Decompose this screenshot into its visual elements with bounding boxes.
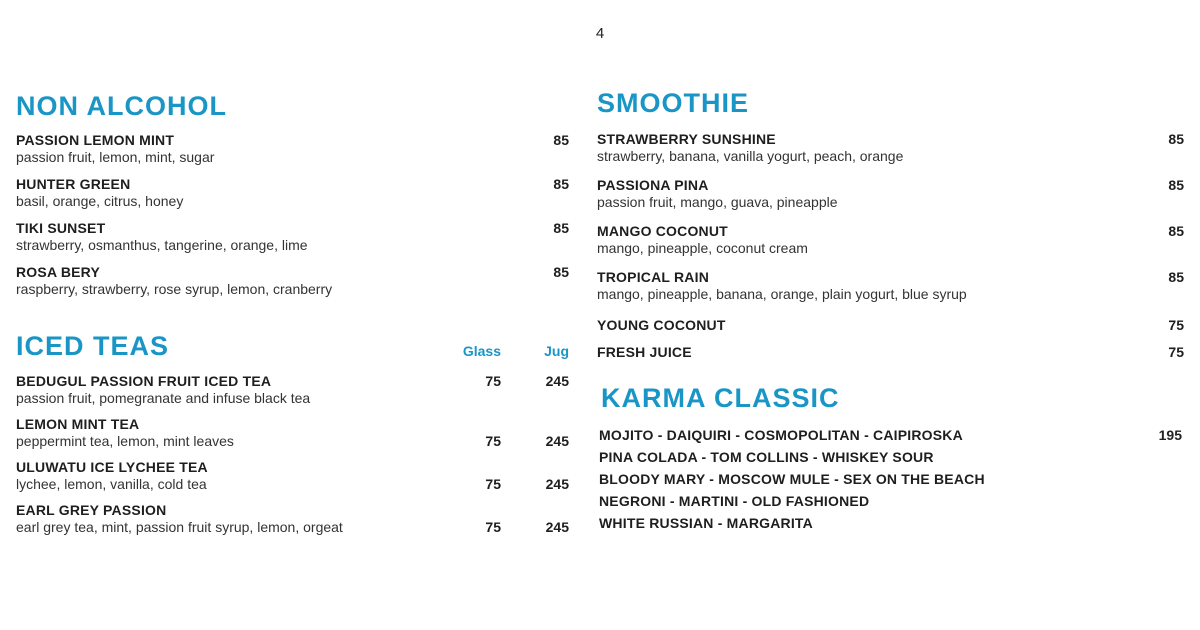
cocktail-line: MOJITO - DAIQUIRI - COSMOPOLITAN - CAIPIROSKA — [599, 427, 963, 443]
menu-item — [16, 132, 570, 166]
cocktail-line: NEGRONI - MARTINI - OLD FASHIONED — [599, 493, 870, 509]
item-name: YOUNG COCONUT — [597, 317, 726, 333]
item-name: ULUWATU ICE LYCHEE TEA — [16, 459, 208, 475]
menu-item — [16, 264, 570, 298]
item-name: TIKI SUNSET — [16, 220, 106, 236]
item-name: BEDUGUL PASSION FRUIT ICED TEA — [16, 373, 272, 389]
menu-item — [16, 373, 570, 407]
item-description: earl grey tea, mint, passion fruit syrup, lemon, orgeat — [16, 519, 343, 535]
menu-item — [597, 131, 1185, 165]
left-column — [16, 90, 570, 536]
item-description: mango, pineapple, banana, orange, plain yogurt, blue syrup — [597, 286, 967, 302]
smoothie-heading: SMOOTHIE — [597, 88, 750, 118]
jug-price: 245 — [545, 433, 569, 449]
item-price: 85 — [1168, 223, 1184, 239]
jug-price: 245 — [545, 519, 569, 535]
karma-classic-heading: KARMA CLASSIC — [601, 383, 840, 413]
cocktail-line: WHITE RUSSIAN - MARGARITA — [599, 515, 813, 531]
item-description: peppermint tea, lemon, mint leaves — [16, 433, 234, 449]
glass-price: 75 — [485, 373, 501, 389]
item-name: FRESH JUICE — [597, 344, 692, 360]
item-name: MANGO COCONUT — [597, 223, 728, 239]
karma-classic-list — [597, 424, 1185, 534]
iced-teas-header — [16, 330, 570, 362]
item-description: passion fruit, pomegranate and infuse black tea — [16, 390, 311, 406]
item-description: strawberry, banana, vanilla yogurt, peach, orange — [597, 148, 904, 164]
item-name: EARL GREY PASSION — [16, 502, 167, 518]
karma-classic-price: 195 — [1158, 427, 1182, 443]
item-price: 85 — [1168, 131, 1184, 147]
item-price: 75 — [1168, 344, 1184, 360]
item-description: strawberry, osmanthus, tangerine, orange, lime — [16, 237, 308, 253]
item-name: TROPICAL RAIN — [597, 269, 710, 285]
jug-column-label: Jug — [544, 343, 569, 359]
jug-price: 245 — [545, 373, 569, 389]
glass-column-label: Glass — [462, 343, 501, 359]
menu-item — [597, 269, 1185, 303]
glass-price: 75 — [485, 433, 501, 449]
menu-item — [16, 416, 570, 450]
item-name: PASSION LEMON MINT — [16, 132, 175, 148]
item-price: 85 — [1168, 177, 1184, 193]
item-price: 85 — [1168, 269, 1184, 285]
menu-item — [597, 317, 1185, 334]
glass-price: 75 — [485, 476, 501, 492]
item-description: mango, pineapple, coconut cream — [597, 240, 808, 256]
menu-item — [16, 176, 570, 210]
page-number: 4 — [595, 25, 605, 42]
item-price: 75 — [1168, 317, 1184, 333]
item-price: 85 — [553, 176, 569, 192]
item-price: 85 — [553, 132, 569, 148]
item-description: basil, orange, citrus, honey — [16, 193, 184, 209]
iced-teas-heading: ICED TEAS — [16, 331, 170, 361]
jug-price: 245 — [545, 476, 569, 492]
right-column — [597, 87, 1185, 534]
cocktail-line: PINA COLADA - TOM COLLINS - WHISKEY SOUR — [599, 449, 934, 465]
non-alcohol-heading: NON ALCOHOL — [16, 91, 227, 121]
item-description: lychee, lemon, vanilla, cold tea — [16, 476, 207, 492]
item-description: passion fruit, mango, guava, pineapple — [597, 194, 838, 210]
cocktail-line: BLOODY MARY - MOSCOW MULE - SEX ON THE BEACH — [599, 471, 985, 487]
item-price: 85 — [553, 264, 569, 280]
menu-item — [16, 459, 570, 493]
item-description: raspberry, strawberry, rose syrup, lemon, cranberry — [16, 281, 333, 297]
menu-item — [597, 177, 1185, 211]
item-name: ROSA BERY — [16, 264, 100, 280]
item-description: passion fruit, lemon, mint, sugar — [16, 149, 215, 165]
glass-price: 75 — [485, 519, 501, 535]
item-name: PASSIONA PINA — [597, 177, 709, 193]
menu-item — [597, 344, 1185, 361]
item-name: STRAWBERRY SUNSHINE — [597, 131, 776, 147]
menu-item — [16, 220, 570, 254]
menu-item — [597, 223, 1185, 257]
item-price: 85 — [553, 220, 569, 236]
item-name: HUNTER GREEN — [16, 176, 131, 192]
menu-item — [16, 502, 570, 536]
item-name: LEMON MINT TEA — [16, 416, 140, 432]
